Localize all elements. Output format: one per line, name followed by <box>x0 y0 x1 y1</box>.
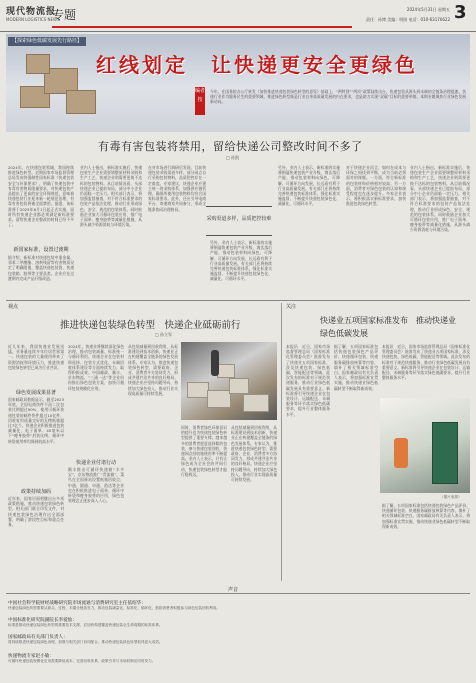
viewpoint-column: 近几年来，我国快递业发展迅猛，业务量连续多年位居世界第一。快递包装的大量使用带来了资源消耗和环境压力，推进快递包装绿色转型已成为行业共识。 <box>8 344 64 370</box>
viewpoint-subheading: 政策持续加码 <box>20 489 51 495</box>
voice-heading: 国家邮政局有关部门负责人： <box>8 635 68 640</box>
hero-title: 红线划定 让快递更安全更绿色 <box>96 53 418 77</box>
focus-column: 本报讯 近日，国家市场监督管理总局（国家标准化管理委员会）批准发布了快递业五项国家标准，涉及快递包装、绿色低碳、智能配送等领域。此次发布的标准对于规范快递服务、推动行业绿色低碳发展具有重要意义。新标准将引导快递企业在包装设计、运输配送、末端服务等环节落实绿色低碳要求，提升行业整体服务水平。 <box>286 344 330 417</box>
section-divider <box>6 593 470 594</box>
article-column: 另外，业内人士表示，新标准的实施将倒逼快递包装产业升级，淘汰落后产能，推动包装材料向绿色、可降解、可循环方向发展，长远看有利于行业高质量发展。有关部门还将持续完善快递包装标准体系，强化标准实施监督，不断提升快递包装绿色化、减量化、可循环水平。 <box>210 240 272 282</box>
article-column: 对于快递企业而言，如何在成本与环保之间找到平衡，成为当前必须面对的课题。一方面，符合新标准的包装材料价格相对较高；另一方面，消费者对绿色包装的认知和接受程度也在逐步提升。多家企业表示，将积极落实新标准要求，加快推进包装绿色转型。 <box>346 165 406 207</box>
recycling-bin-photo <box>380 398 470 493</box>
viewpoint-subheading: 快递企业付诸行动 <box>75 460 116 466</box>
article-column: 业内人士指出，新标准实施后，快递包装生产企业需要调整原材料采购和生产工艺，快递企业则需要更换不达标的包装物料。从目前情况看，头部快递企业已提前布局，部分中小企业仍面临一定压力。相关部门表示，将加强监督抽查，对不符合标准要求的包装产品依法处理，推动行业形成绿色、安全、规范的包装体系。同时鼓励企业加大可循环包装应用，推广电子面单、瘦身胶带等减量化措施，从源头减少资源消耗与环境污染。 <box>80 165 142 228</box>
section-title: 专题 <box>52 8 77 22</box>
photo-caption: （图片来源） <box>440 495 462 499</box>
newspaper-logo: 现代物流报 <box>6 7 57 17</box>
viewpoint-column: 国家邮政局数据显示，截至2023年底，全国电商快件不再二次包装比例超过90%，使用可循环快递包装的邮件快件超过10亿件，回收复用质量完好的瓦楞纸箱超过7亿个。快递企业积极推进包装减量化，电子面单、45毫米以下“瘦身胶带”封装比例、循环中转袋使用率均保持较高水平。 <box>8 397 64 444</box>
article-column: 业内人士指出，新标准实施后，快递包装生产企业需要调整原材料采购和生产工艺，快递企业则需要更换不达标的包装物料。从目前情况看，头部快递企业已提前布局，部分中小企业仍面临一定压力。相关部门表示，将加强监督抽查，对不符合标准要求的包装产品依法处理，推动行业形成绿色、安全、规范的包装体系。同时鼓励企业加大可循环包装应用，推广电子面单、瘦身胶带等减量化措施，从源头减少资源消耗与环境污染。 <box>410 165 470 233</box>
focus-headline: 快递业五项国家标准发布 推动快递业绿色低碳发展 <box>320 316 456 338</box>
viewpoint-column: 近年来，国家层面相继出台多项政策措施，推动快递包装绿色转型。相关部门联合印发文件，对快递包装绿色治理作出全面部署，明确了阶段性目标和重点任务。 <box>8 496 64 528</box>
voice-text: 快递包装绿色转型需要从源头、过程、末端全链条发力，推动包装减量化、标准化、循环化，鼓励消费者积极参与绿色包装回收利用。 <box>8 606 221 610</box>
focus-tag: 关注 <box>286 304 297 310</box>
pull-quote: 采购渠道多样，品质把控较难 <box>206 206 272 236</box>
viewpoint-subheading: 绿色发展成果显著 <box>15 390 56 396</box>
warehouse-parcels-photo <box>181 342 277 420</box>
hero-parcel-illustration <box>14 46 104 126</box>
viewpoint-byline: □ 孙立军 <box>155 332 173 337</box>
article-column: 另外，业内人士表示，新标准的实施将倒逼快递包装产业升级，淘汰落后产能，推动包装材料向绿色、可降解、可循环方向发展，长远看有利于行业高质量发展。有关部门还将持续完善快递包装标准体系，强化标准实施监督，不断提升快递包装绿色化、减量化、可循环水平。 <box>278 165 340 207</box>
page-number: 3 <box>454 2 467 23</box>
viewpoint-column: 从包装减量到回收利用，从标准建设到技术创新，快递业正在构建覆盖全链条的绿色发展体系。专家认为，推进快递包装绿色转型，需要政府、企业、消费者多方协同发力，形成共建共治共享的良好格局。快递企业应坚持问题导向，持续加大绿色投入，推动行业实现高质量可持续发展。 <box>128 344 178 396</box>
article-byline: □ 孙凯 <box>226 155 240 160</box>
viewpoint-column: 顺丰推出可循环快递箱“丰多宝”，京东物流推广“青流箱”，菜鸟在全国驿站设置纸箱回收点，中通、圆通、申通、韵达等企业也在积极推进电子面单、循环中转袋和瘦身胶带的应用，绿色包装理念正逐步深入人心。 <box>68 467 124 504</box>
viewpoint-column: 同时，消费者绿色环保意识的提升也为快递包装绿色转型提供了重要支撑。越来越多的消费者愿意选择简约包装、参与快递包装回收，快递网点回收箱使用率不断提高。业内人士表示，只有让绿色成为全社会的共同行动，快递包装绿色转型才能行稳致远。 <box>181 425 227 477</box>
article-headline: 有毒有害包装将禁用，留给快递公司整改时间不多了 <box>98 140 363 153</box>
focus-column: 据了解，五项国家标准包括快递包装绿色产品评价、快递循环包装、快递服务碳排放核算等内容，填补了相关领域标准空白。国家邮政局有关负责人表示，将加强标准宣贯实施，推动快递业绿色低碳转型不断取得新成效。 <box>382 503 470 529</box>
section-divider <box>6 300 470 301</box>
voice-text: 可循环快递包装规模化应用需要降低成本、完善回收体系，政策引导与市场机制应同时发力。 <box>8 659 156 663</box>
series-ribbon: 【探索绿色低碳发展先行路径】 <box>8 37 86 46</box>
voice-heading: 快递物流专家赵小敏： <box>8 654 54 659</box>
section-rule <box>52 26 352 28</box>
article-column: 在对市场进行调研后发现，目前快递包装采购渠道多样，部分网点自行采购包装物料，品质把控存在一定难度。专家建议，快递企业应建立统一的采购体系，加强供应链管理，确保所使用包装物料均符合国家标准要求。此外，还应引导电商平台、寄递商家共同参与，形成全链条协同治理格局。 <box>148 165 206 212</box>
voices-tag: 声音 <box>224 586 242 593</box>
article-subheading: 新国家标准，设置过渡期 <box>13 247 69 253</box>
viewpoint-column: 从包装减量到回收利用，从标准建设到技术创新，快递业正在构建覆盖全链条的绿色发展体系。专家认为，推进快递包装绿色转型，需要政府、企业、消费者多方协同发力，形成共建共治共享的良好格局。快递企业应坚持问题导向，持续加大绿色投入，推动行业实现高质量可持续发展。 <box>231 425 277 483</box>
logo-subtitle: MODERN LOGISTICS NEWS <box>6 17 60 22</box>
editor-credits: 责任：孙博 美编：明阳 电话：010-63176622 <box>366 17 450 22</box>
editor-note-badge: 编者按 <box>195 87 205 115</box>
voice-text: 将持续推进快递包装绿色治理，加强与相关部门协同配合，推动快递包装绿色转型取得更大成效。 <box>8 640 163 644</box>
voice-heading: 中国标准化研究院副院长李爱仙： <box>8 618 77 623</box>
article-column: 据介绍，新标准对快递包装中重金属、邻苯二甲酸酯、溶剂残留等有害物质设定了明确限值，覆盖快递包装袋、快递包装箱、胶带等主要品类。企业应在过渡期内完成产品升级改造。 <box>8 255 74 281</box>
focus-column: 本报讯 近日，国家市场监督管理总局（国家标准化管理委员会）批准发布了快递业五项国家标准，涉及快递包装、绿色低碳、智能配送等领域。此次发布的标准对于规范快递服务、推动行业绿色低碳发展具有重要意义。新标准将引导快递企业在包装设计、运输配送、末端服务等环节落实绿色低碳要求，提升行业整体服务水平。 <box>382 344 470 381</box>
voice-text: 标准是推动快递包装绿色转型的重要技术支撑，应加快构建覆盖快递包装全生命周期的标准体系。 <box>8 623 163 627</box>
issue-date: 2024年5月31日 星期五 <box>406 7 450 12</box>
article-column: 2024年，在快递包装领域，我国持续推进绿色转型。近期国家市场监督管理总局发布的强制性国家标准《快递包装安全与环保要求》，明确了快递包装中有毒有害物质限量要求，对快递包装产品提出了更高的安全环保规范，意味着快递包装行业迎来新一轮规范治理，有毒有害包装将被全面禁用。据悉，该标准将于2025年6月1日起正式实施，届时所有快递企业都必须满足新标准要求。留给快递企业整改的时间已经不多了。 <box>8 165 74 228</box>
viewpoint-headline: 推进快递包装绿色转型 快递企业砥砺前行 <box>60 320 241 331</box>
editor-note-text: 今年，在国务院办公厅转发《加快推进快递包装绿色转型的意见》基础上，“两特别”“两项”政策陆续出台，快递包装从源头到末端的全链条治理提速。快递行业作为服务民生的重要领域，推进绿色转型既是行业自身高质量发展的内在要求，也是助力实现“双碳”目标的重要举措。本期专题聚焦行业绿色发展新动向。 <box>210 89 466 105</box>
viewpoint-tag: 视点 <box>8 304 19 310</box>
voice-heading: 中国社会科学院财经战略研究院市场流通与消费研究室主任依绍华： <box>8 601 146 606</box>
focus-column: 据了解，五项国家标准包括快递包装绿色产品评价、快递循环包装、快递服务碳排放核算等内容，填补了相关领域标准空白。国家邮政局有关负责人表示，将加强标准宣贯实施，推动快递业绿色低碳转型不断取得新成效。 <box>334 344 378 391</box>
viewpoint-column: 2024年，快递业将继续深化绿色治理，推动包装减量、标准统一与循环利用。快递企业在包装材料选择、包装方式优化、末端回收体系建设等方面持续发力，取得积极成效。中国邮政、顺丰、京东物流、“三通一达”等企业纷纷推出绿色包装方案，加快可循环包装规模化应用。 <box>68 344 124 391</box>
column-divider <box>281 303 282 581</box>
